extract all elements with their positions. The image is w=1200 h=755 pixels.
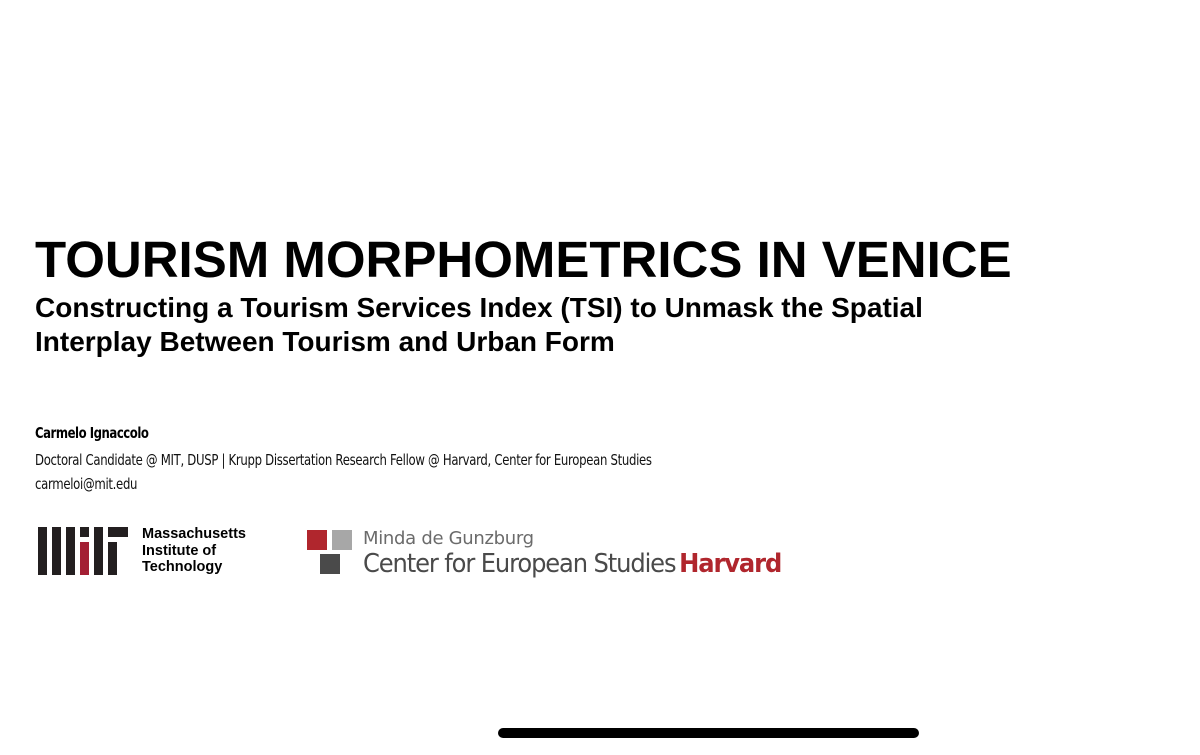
mit-logo-icon: [38, 527, 128, 575]
mit-wordmark: [142, 526, 246, 576]
ces-wordmark: [363, 548, 781, 580]
mit-line-2: Institute of: [142, 542, 217, 559]
mit-line-1: Massachusetts: [142, 526, 246, 542]
ces-name: Center for European Studies: [363, 549, 676, 579]
slide-title: TOURISM MORPHOMETRICS IN VENICE: [35, 231, 1012, 288]
slide-subtitle: [35, 291, 923, 359]
mit-line-3: Technology: [142, 559, 223, 575]
subtitle-line-1: Constructing a Tourism Services Index (TSI) to Unmask the Spatial: [35, 292, 923, 323]
home-indicator[interactable]: [498, 728, 919, 738]
subtitle-line-2: Interplay Between Tourism and Urban Form: [35, 326, 615, 357]
harvard-label: Harvard: [679, 549, 782, 579]
ces-logo-icon: [307, 530, 353, 574]
ces-subtitle: Minda de Gunzburg: [363, 528, 534, 549]
author-name: Carmelo Ignaccolo: [35, 424, 149, 442]
author-role: Doctoral Candidate @ MIT, DUSP | Krupp Dissertation Research Fellow @ Harvard, Center for European Studies: [35, 451, 652, 469]
author-email[interactable]: carmeloi@mit.edu: [35, 475, 138, 493]
